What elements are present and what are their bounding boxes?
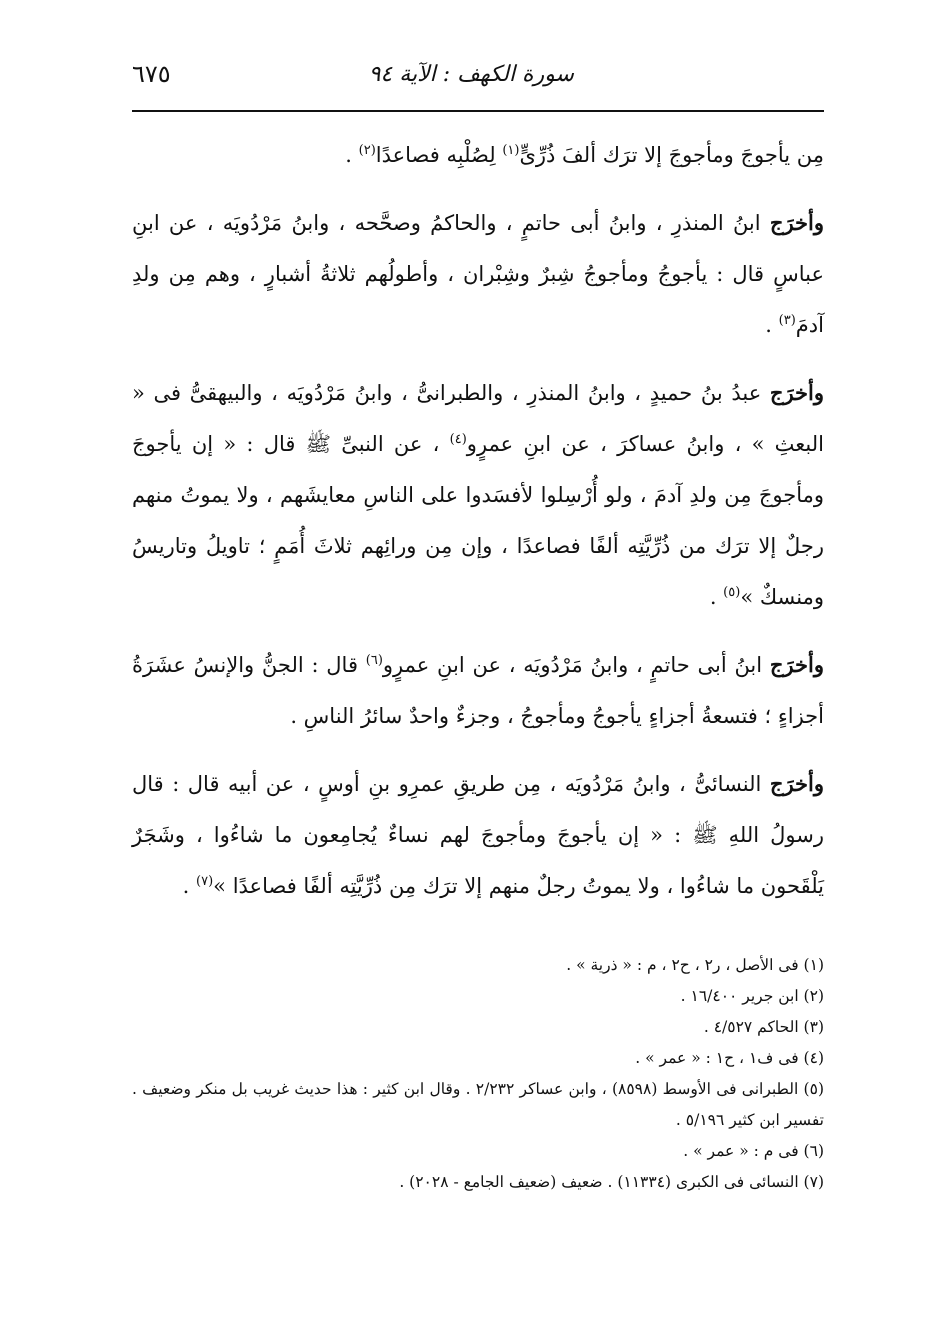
page-number: ٦٧٥ — [132, 60, 171, 88]
paragraph-text-continued: . — [345, 143, 359, 167]
running-title: سورة الكهف : الآية ٩٤ — [368, 62, 574, 87]
lead-word: وأخرَج — [769, 210, 824, 235]
footnote-marker: (٤) — [449, 432, 467, 447]
footnote-5: (٥) الطبرانى فى الأوسط (٨٥٩٨) ، وابن عساكر ٢/٢٣٢ . وقال ابن كثير : هذا حديث غريب بل منكر وضعيف . تفسير ابن كثير ٥/١٩٦ . — [132, 1080, 824, 1129]
footnote-marker: (٢) — [358, 143, 376, 158]
footnote-marker: (٧) — [196, 874, 214, 889]
paragraph-text: عبدُ بنُ حميدٍ ، وابنُ المنذرِ ، والطبرانىُّ ، وابنُ مَرْدُويَه ، والبيهقىُّ فى « البعثِ » ، وابنُ عساكرَ ، عن ابنِ عمرٍو — [132, 381, 824, 456]
footnote-3: (٣) الحاكم ٤/٥٢٧ . — [703, 1018, 824, 1036]
footnote-7: (٧) النسائى فى الكبرى (١١٣٣٤) . ضعيف (ضعيف الجامع - ٢٠٢٨) . — [399, 1173, 824, 1191]
footnote-marker: (١) — [502, 143, 520, 158]
paragraph-text-continued: . — [709, 585, 724, 609]
paragraph-2 — [132, 197, 824, 351]
paragraph-1 — [132, 130, 824, 181]
paragraph-text-continued: لِصُلْبِه فصاعدًا — [375, 143, 503, 167]
footnote-marker: (٣) — [778, 313, 796, 328]
lead-word: وأخرَج — [769, 771, 824, 796]
footnote-4: (٤) فى ف١ ، ح١ : « عمر » . — [635, 1049, 824, 1067]
paragraph-text-continued: قال : الجنُّ والإنسُ عشَرَةُ أجزاءٍ ؛ فتسعةُ أجزاءٍ يأجوجُ ومأجوجُ ، وجزءٌ واحدٌ سائرُ الناسِ . — [132, 653, 824, 728]
paragraph-5 — [132, 758, 824, 912]
footnote-2: (٢) ابن جرير ١٦/٤٠٠ . — [680, 987, 824, 1005]
footnote-marker: (٦) — [365, 653, 383, 668]
paragraph-text: مِن يأجوجَ ومأجوجَ إلا ترَك ألفَ ذُرِّىٍّ — [519, 143, 824, 167]
paragraph-3 — [132, 367, 824, 623]
footnotes — [132, 950, 824, 1198]
paragraph-text: ابنُ أبى حاتمٍ ، وابنُ مَرْدُويَه ، عن ابنِ عمرٍو — [382, 653, 770, 677]
paragraph-text: النسائىُّ ، وابنُ مَرْدُويَه ، مِن طريقِ عمرِو بنِ أوسٍ ، عن أبيه قال : قال رسولُ اللهِ ﷺ : « إن يأجوجَ ومأجوجَ لهم نساءٌ يُجامِعون ما شاءُوا ، وشَجَرٌ يَلْقَحون ما شاءُوا ، ولا يموتُ رجلٌ منهم إلا ترَك مِن ذُرِّيَّتِه ألفًا فصاعدًا » — [132, 772, 824, 898]
paragraph-text-continued: . — [765, 313, 779, 337]
header-rule — [132, 110, 824, 112]
main-text — [132, 130, 824, 928]
page-header — [132, 58, 824, 102]
footnote-marker: (٥) — [723, 585, 741, 600]
paragraph-text-continued: . — [182, 874, 197, 898]
lead-word: وأخرَج — [769, 380, 824, 405]
paragraph-text-continued: ، عن النبىِّ ﷺ قال : « إن يأجوجَ ومأجوجَ مِن ولدِ آدمَ ، ولو أُرْسِلوا لأفسَدوا على الناسِ معايشَهم ، ولا يموتُ منهم رجلٌ إلا ترَك من ذُرِّيَّتِه ألفًا فصاعدًا ، وإن مِن ورائِهم ثلاثَ أُمَمٍ ؛ تاويلُ وتاريسُ ومنسكٌ » — [132, 432, 824, 609]
lead-word: وأخرَج — [769, 652, 824, 677]
footnote-1: (١) فى الأصل ، ر٢ ، ح٢ ، م : « ذرية » . — [566, 956, 824, 974]
paragraph-4 — [132, 639, 824, 742]
paragraph-text: ابنُ المنذرِ ، وابنُ أبى حاتمٍ ، والحاكمُ وصحَّحه ، وابنُ مَرْدُويَه ، عن ابنِ عباسٍ قال : يأجوجُ ومأجوجُ شِبرٌ وشِبْران ، وأطولُهم ثلاثةُ أشبارٍ ، وهم مِن ولدِ آدمَ — [132, 211, 824, 337]
footnote-6: (٦) فى م : « عمر » . — [683, 1142, 824, 1160]
